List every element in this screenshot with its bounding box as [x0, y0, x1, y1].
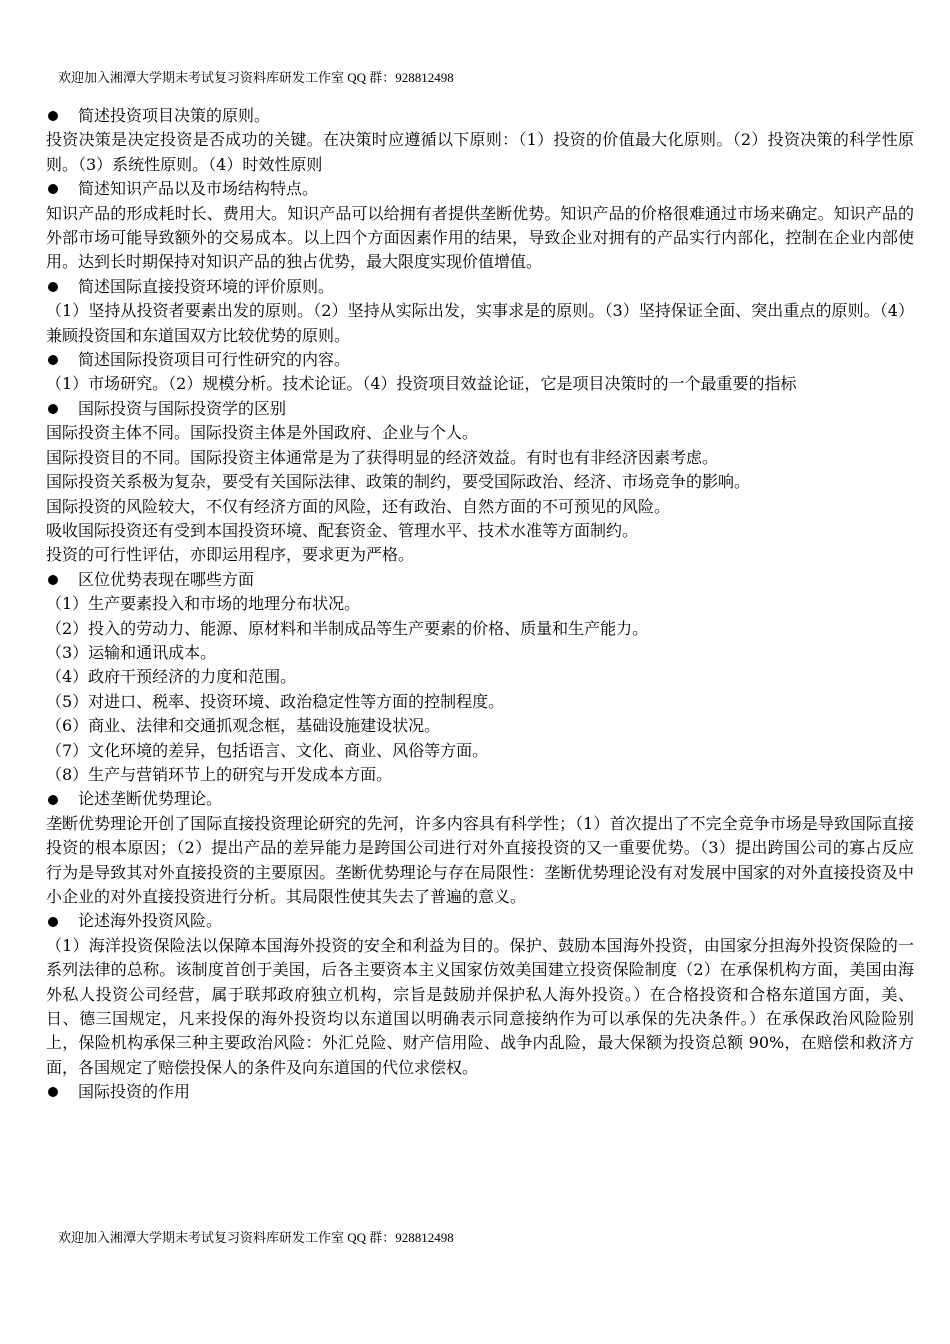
paragraph: （5）对进口、税率、投资环境、政治稳定性等方面的控制程度。: [46, 691, 505, 711]
paragraph: （1）生产要素投入和市场的地理分布状况。: [46, 594, 361, 614]
paragraph: 国际投资目的不同。国际投资主体通常是为了获得明显的经济效益。有时也有非经济因素考虑。: [46, 447, 719, 467]
section-heading: [46, 348, 914, 372]
section-heading-text: 简述投资项目决策的原则。: [78, 106, 271, 125]
bullet-icon: [48, 282, 58, 292]
paragraph: 吸收国际投资还有受到本国投资环境、配套资金、管理水平、技术水准等方面制约。: [46, 520, 639, 540]
bullet-icon: [48, 795, 58, 805]
section-heading: [46, 568, 914, 592]
document-body: [46, 104, 914, 1105]
paragraph: （2）投入的劳动力、能源、原材料和半制成品等生产要素的价格、质量和生产能力。: [46, 618, 649, 638]
section-heading-text: 简述国际直接投资环境的评价原则。: [78, 276, 335, 296]
section-heading-text: 国际投资的作用: [78, 1082, 191, 1102]
section-heading: [46, 177, 914, 201]
paragraph: （1）海洋投资保险法以保障本国海外投资的安全和利益为目的。保护、鼓励本国海外投资，由国家分担海外投资保险的一系列法律的总称。该制度首创于美国，后各主要资本主义国家仿效美国建立投资保险制度（2）在承保机构方面，美国由海外私人投资公司经营，属于联邦政府独立机构，宗旨是鼓励并保护私人海外投资。）在合格投资和合格东道国方面，美、日、德三国规定，凡来投保的海外投资均以东道国以明确表示同意接纳作为可以承保的先决条件。）在承保政治风险险别上，保险机构承保三种主要政治风险：外汇兑险、财产信用险、战争内乱险，最大保额为投资总额 90%，在赔偿和救济方面，各国规定了赔偿投保人的条件及向东道国的代位求偿权。: [46, 935, 914, 1077]
paragraph: 国际投资关系极为复杂，要受有关国际法律、政策的制约，要受国际政治、经济、市场竞争的影响。: [46, 472, 751, 492]
page-header: 欢迎加入湘潭大学期末考试复习资料库研发工作室 QQ 群：928812498: [58, 70, 454, 85]
paragraph: 垄断优势理论开创了国际直接投资理论研究的先河，许多内容具有科学性；（1）首次提出了不完全竞争市场是导致国际直接投资的根本原因；（2）提出产品的差异能力是跨国公司进行对外直接投资的又一重要优势。（3）提出跨国公司的寡占反应行为是导致其对外直接投资的主要原因。垄断优势理论与存在局限性：垄断优势理论没有对发展中国家的对外直接投资及中小企业的对外直接投资进行分析。其局限性使其失去了普遍的意义。: [46, 813, 914, 906]
section-heading-text: 简述知识产品以及市场结构特点。: [78, 179, 319, 199]
bullet-icon: [48, 1087, 58, 1097]
bullet-icon: [48, 355, 58, 365]
paragraph: （1）市场研究。（2）规模分析。技术论证。（4）投资项目效益论证，它是项目决策时的一个最重要的指标: [46, 374, 797, 394]
paragraph: 国际投资的风险较大，不仅有经济方面的风险，还有政治、自然方面的不可预见的风险。: [46, 496, 671, 516]
paragraph: 投资决策是决定投资是否成功的关键。在决策时应遵循以下原则：（1）投资的价值最大化原则。（2）投资决策的科学性原则。（3）系统性原则。（4）时效性原则: [46, 130, 914, 174]
paragraph: 知识产品的形成耗时长、费用大。知识产品可以给拥有者提供垄断优势。知识产品的价格很难通过市场来确定。知识产品的外部市场可能导致额外的交易成本。以上四个方面因素作用的结果，导致企业对拥有的产品实行内部化，控制在企业内部使用。达到长时期保持对知识产品的独占优势，最大限度实现价值增值。: [46, 203, 914, 272]
bullet-icon: [48, 184, 58, 194]
section-heading-text: 论述垄断优势理论。: [78, 789, 223, 809]
section-heading-text: 论述海外投资风险。: [78, 911, 223, 931]
paragraph: （4）政府干预经济的力度和范围。: [46, 667, 297, 687]
section-heading: [46, 787, 914, 811]
paragraph: （7）文化环境的差异，包括语言、文化、商业、风俗等方面。: [46, 740, 489, 760]
bullet-icon: [48, 404, 58, 414]
paragraph: （1）坚持从投资者要素出发的原则。（2）坚持从实际出发，实事求是的原则。（3）坚持保证全面、突出重点的原则。（4）兼顾投资国和东道国双方比较优势的原则。: [46, 301, 914, 345]
paragraph: （3）运输和通讯成本。: [46, 642, 217, 662]
paragraph: 投资的可行性评估，亦即运用程序，要求更为严格。: [46, 545, 415, 565]
paragraph: （8）生产与营销环节上的研究与开发成本方面。: [46, 764, 393, 784]
page-footer: 欢迎加入湘潭大学期末考试复习资料库研发工作室 QQ 群：928812498: [58, 1230, 454, 1245]
bullet-icon: [48, 111, 58, 121]
paragraph: 国际投资主体不同。国际投资主体是外国政府、企业与个人。: [46, 423, 479, 443]
bullet-icon: [48, 575, 58, 585]
section-heading-text: 国际投资与国际投资学的区别: [78, 398, 287, 418]
bullet-icon: [48, 917, 58, 927]
section-heading-text: 简述国际投资项目可行性研究的内容。: [78, 350, 351, 370]
section-heading: [46, 275, 914, 299]
section-heading-text: 区位优势表现在哪些方面: [78, 569, 255, 589]
section-heading: [46, 1080, 914, 1104]
paragraph: （6）商业、法律和交通抓观念框，基础设施建设状况。: [46, 716, 441, 736]
section-heading: [46, 397, 914, 421]
section-heading: [46, 909, 914, 933]
section-heading: [46, 104, 914, 128]
